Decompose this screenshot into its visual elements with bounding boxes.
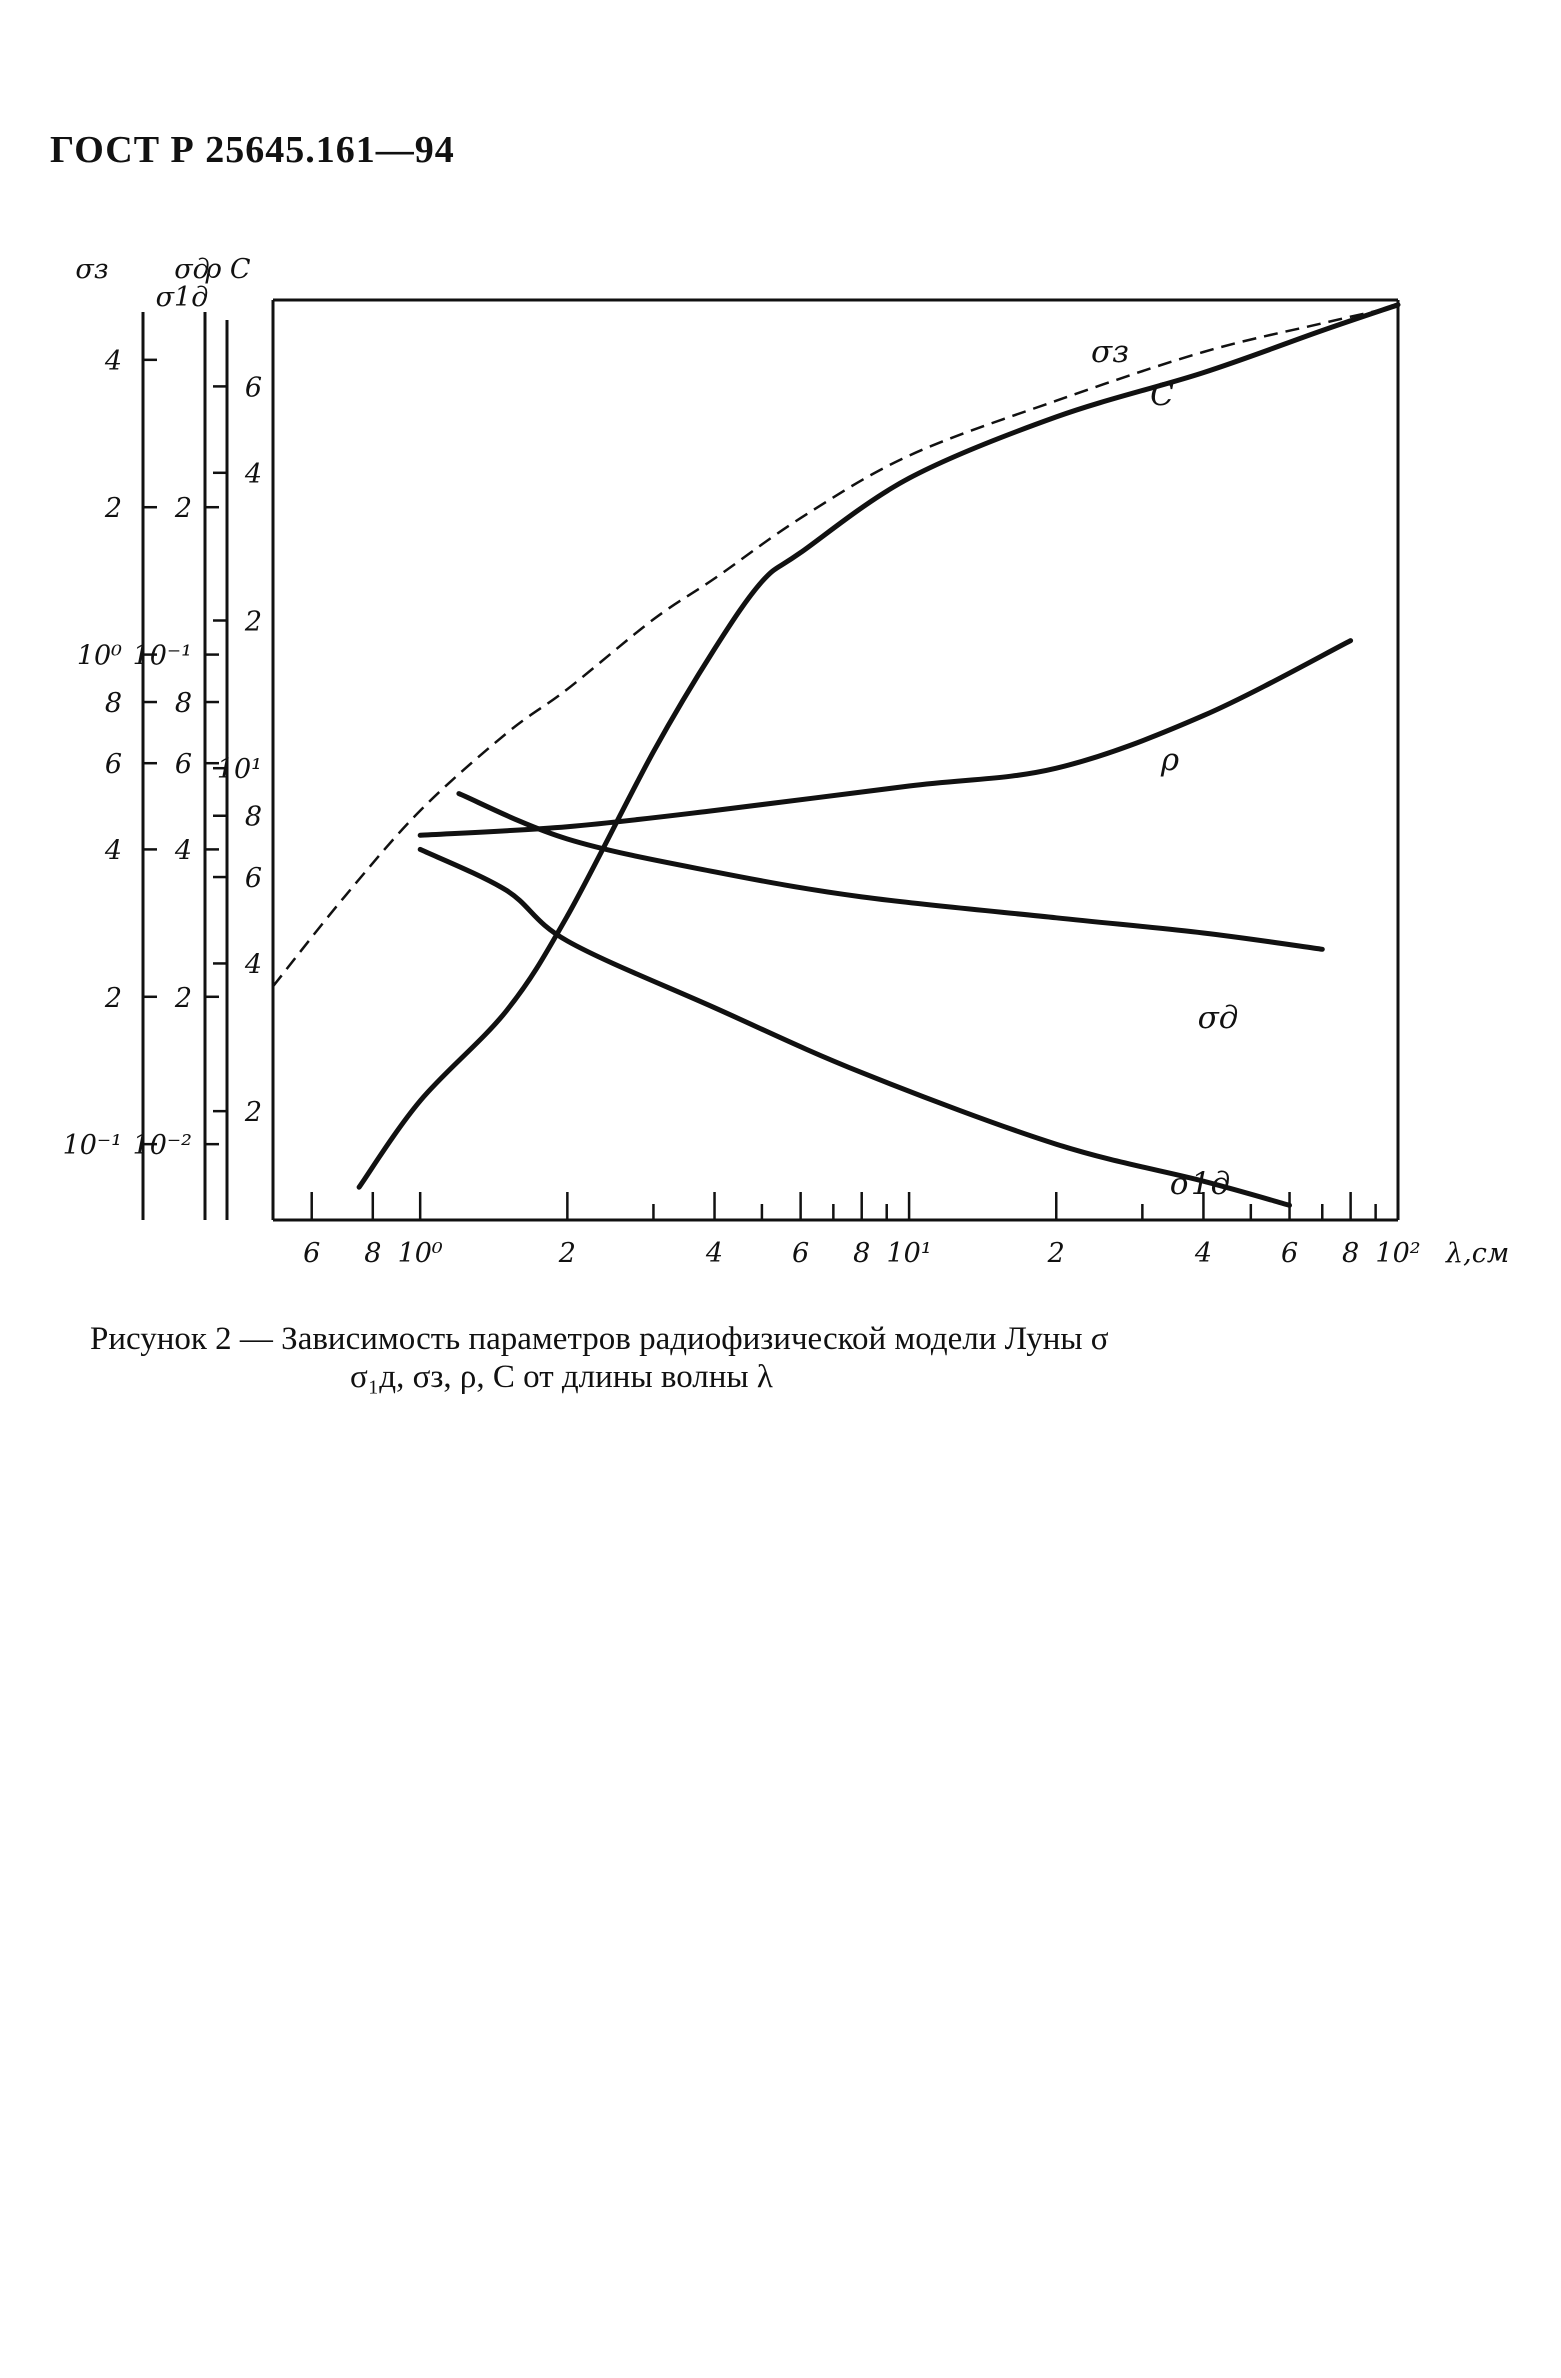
series-line-1	[359, 305, 1398, 1187]
x-tick-label: 6	[792, 1238, 810, 1269]
document-header: ГОСТ Р 25645.161—94	[50, 129, 455, 171]
y-axis-1-tick-label: 4	[174, 835, 192, 867]
x-tick-label: 10⁰	[397, 1238, 443, 1269]
x-tick-label: 2	[558, 1238, 576, 1269]
y-axis-2-tick-label: 6	[244, 863, 262, 895]
x-axis-title: λ,см	[1446, 1238, 1510, 1269]
y-axis-1-header2: σ1д	[155, 282, 209, 313]
series-label-1: C	[1150, 377, 1174, 413]
x-tick-label: 2	[1047, 1238, 1065, 1269]
y-axis-1-tick-label: 10⁻²	[132, 1130, 192, 1162]
y-axis-0-tick-label: 10⁻¹	[62, 1130, 122, 1162]
y-axis-0-tick-label: 2	[104, 493, 122, 525]
y-axis-2-tick-label: 4	[244, 949, 262, 981]
x-tick-label: 6	[303, 1238, 321, 1269]
caption-line-1: Рисунок 2 — Зависимость параметров радиофизической модели Луны σ	[90, 1321, 1109, 1357]
y-axis-1-tick-label: 2	[174, 982, 192, 1014]
series-label-4: σ1д	[1169, 1166, 1231, 1202]
series-line-0	[273, 306, 1398, 986]
plot-frame	[273, 300, 1398, 1220]
series-group	[273, 305, 1398, 1206]
y-axis-2-tick-label: 4	[244, 458, 262, 490]
y-axis-0-tick-label: 10⁰	[76, 640, 122, 672]
x-axis	[273, 1192, 1509, 1269]
series-label-3: σд	[1197, 1000, 1239, 1036]
x-tick-label: 8	[364, 1238, 382, 1269]
y-axis-2-tick-label: 10¹	[216, 754, 262, 786]
series-label-2: ρ	[1160, 742, 1180, 778]
series-line-4	[420, 849, 1289, 1205]
y-axis-0-tick-label: 4	[104, 345, 122, 377]
x-tick-label: 8	[853, 1238, 871, 1269]
y-axis-2-tick-label: 6	[244, 372, 262, 404]
series-label-0: σз	[1090, 334, 1130, 370]
series-line-2	[420, 641, 1350, 836]
x-tick-label: 6	[1280, 1238, 1299, 1269]
y-axis-2-tick-label: 2	[244, 1097, 262, 1129]
y-axis-1-tick-label: 6	[174, 749, 192, 781]
y-axis-0-tick-label: 4	[104, 835, 122, 867]
y-axis-1-header: σд	[174, 254, 210, 285]
x-tick-label: 4	[1194, 1238, 1213, 1269]
y-axis-2-tick-label: 2	[244, 606, 262, 638]
y-axis-0-header: σз	[75, 254, 109, 285]
series-line-3	[459, 794, 1322, 950]
x-tick-label: 10¹	[886, 1238, 932, 1269]
y-axis-2-tick-label: 8	[244, 801, 262, 833]
y-axis-0-tick-label: 2	[104, 982, 122, 1014]
figure-caption	[90, 1320, 1390, 1396]
x-tick-label: 4	[705, 1238, 724, 1269]
x-tick-label: 10²	[1375, 1238, 1421, 1269]
y-axis-1-tick-label: 8	[174, 688, 192, 720]
y-axis-0-tick-label: 6	[104, 749, 122, 781]
y-axes	[63, 254, 262, 1220]
y-axis-1-tick-label: 2	[174, 493, 192, 525]
y-axis-0-tick-label: 8	[104, 688, 122, 720]
x-tick-label: 8	[1342, 1238, 1360, 1269]
y-axis-1-tick-label: 10⁻¹	[132, 640, 192, 672]
y-axis-2-header: ρ C	[205, 254, 251, 285]
caption-line-2: σ₁д, σз, ρ, C от длины волны λ	[350, 1359, 773, 1395]
